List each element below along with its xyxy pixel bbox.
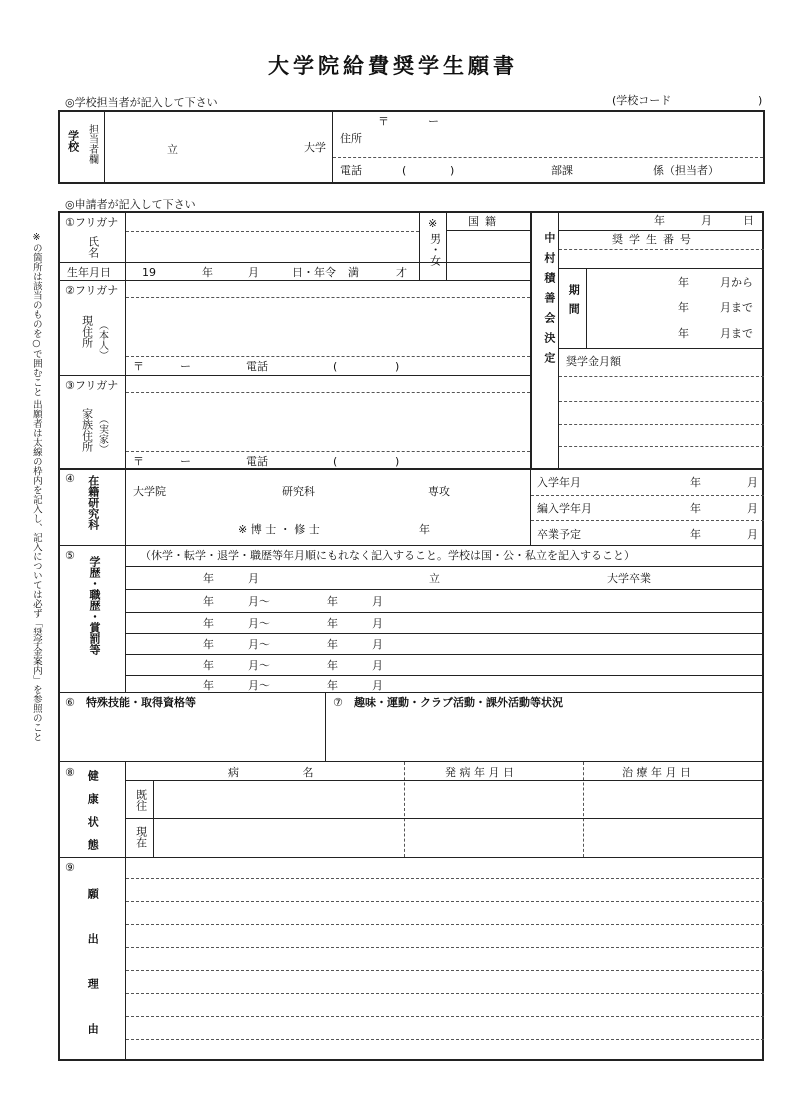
decision-month: 月 — [701, 214, 712, 227]
grad-month: 月 — [747, 528, 758, 541]
history-row4-year: 年 — [203, 638, 214, 651]
history-row1-month: 月 — [248, 572, 259, 585]
birth-label: 生年月日 — [67, 266, 111, 279]
enter-year: 年 — [690, 476, 701, 489]
history-row4-year2: 年 — [327, 638, 338, 651]
addr1-open: ( — [333, 360, 338, 373]
school-dash: ー — [428, 115, 439, 128]
school-daigaku: 大学 — [304, 141, 326, 154]
health-label: 健康状態 — [86, 770, 100, 862]
school-label: 在籍研究科 — [86, 475, 100, 530]
gender-label: 男・女 — [428, 233, 442, 266]
enter-month: 月 — [747, 476, 758, 489]
addr2-dash: ー — [180, 455, 191, 468]
reason-label: 願出理由 — [86, 888, 100, 1068]
label-gakkou: 学校 — [66, 130, 80, 152]
school-postal: 〒 — [378, 115, 389, 128]
nationality-label: 国籍 — [468, 215, 502, 228]
history-row5-year: 年 — [203, 659, 214, 672]
addr1-dash: ー — [180, 360, 191, 373]
hobby-num: ⑦ — [333, 696, 343, 709]
grad-label: 卒業予定 — [537, 528, 581, 541]
current-address-label: 現住所 — [80, 315, 94, 348]
history-row1-ritsu: 立 — [429, 572, 440, 585]
hobby-label: 趣味・運動・クラブ活動・課外活動等状況 — [354, 696, 563, 709]
addr2-tel: 電話 — [246, 455, 268, 468]
history-row3-year2: 年 — [327, 617, 338, 630]
history-row3-year: 年 — [203, 617, 214, 630]
history-row3-from: 月〜 — [248, 617, 270, 630]
furigana3-label: ③フリガナ — [65, 379, 119, 392]
birth-month: 月 — [248, 266, 259, 279]
health-num: ⑧ — [65, 766, 75, 779]
period-from-year: 年 — [678, 276, 689, 289]
history-row6-from: 月〜 — [248, 679, 270, 692]
history-row1-grad: 大学卒業 — [607, 572, 651, 585]
period-until1: 月まで — [720, 301, 753, 314]
school-tel-open: ( — [402, 164, 407, 177]
health-past-label: 既往 — [134, 789, 148, 811]
monthly-label: 奨学金月額 — [566, 355, 621, 368]
addr1-postal: 〒 — [133, 360, 144, 373]
history-label: 学歴・職歴・賞罰等 — [88, 556, 102, 655]
applicant-note: ◎申請者が記入して下さい — [65, 198, 196, 211]
addr2-close: ) — [395, 455, 400, 468]
school-num: ④ — [65, 472, 75, 485]
period-from: 月から — [720, 276, 753, 289]
history-row5-year2: 年 — [327, 659, 338, 672]
history-row2-from: 月〜 — [248, 595, 270, 608]
history-row5-month2: 月 — [372, 659, 383, 672]
birth-day-age: 日・年令 — [292, 266, 336, 279]
history-row1-year: 年 — [203, 572, 214, 585]
furigana1-label: ①フリガナ — [65, 216, 119, 229]
addr1-close: ) — [395, 360, 400, 373]
school-person: 係（担当者） — [653, 164, 719, 177]
skills-num: ⑥ — [65, 696, 75, 709]
side-note: ※の箇所は該当のものを○で囲むこと 出願者は太線の枠内を記入し、記入については必ず「奨学金案内」を参照のこと — [30, 232, 42, 742]
kenkyuka-label: 研究科 — [282, 485, 315, 498]
history-row5-from: 月〜 — [248, 659, 270, 672]
gender-mark: ※ — [428, 217, 438, 230]
period-until2-year: 年 — [678, 327, 689, 340]
decision-year: 年 — [654, 214, 665, 227]
honnin-label: （本人） — [96, 320, 108, 360]
degree-label: ※ 博 士 ・ 修 士 — [238, 523, 320, 536]
family-address-label: 家族住所 — [80, 408, 94, 452]
history-row2-month2: 月 — [372, 595, 383, 608]
furigana2-label: ②フリガナ — [65, 284, 119, 297]
health-cured-header: 治 療 年 月 日 — [622, 766, 691, 779]
degree-year: 年 — [419, 523, 430, 536]
school-code-close: ) — [758, 94, 763, 107]
enter-label: 入学年月 — [537, 476, 581, 489]
period-label: 期間 — [567, 284, 581, 322]
reason-num: ⑨ — [65, 861, 75, 874]
page-title: 大学院給費奨学生願書 — [268, 54, 518, 78]
health-disease-header: 病 名 — [228, 766, 344, 779]
health-current-label: 現在 — [134, 826, 148, 848]
school-note: ◎学校担当者が記入して下さい — [65, 96, 218, 109]
senko-label: 専攻 — [428, 485, 450, 498]
period-until2: 月まで — [720, 327, 753, 340]
decision-day: 日 — [743, 214, 754, 227]
birth-full: 満 — [348, 266, 359, 279]
history-row2-year2: 年 — [327, 595, 338, 608]
transfer-month: 月 — [747, 502, 758, 515]
history-row6-year: 年 — [203, 679, 214, 692]
school-code-label: (学校コード — [612, 94, 672, 107]
transfer-label: 編入学年月 — [537, 502, 592, 515]
transfer-year: 年 — [690, 502, 701, 515]
label-tantousharan: 担当者欄 — [86, 124, 98, 164]
school-tel-label: 電話 — [340, 164, 362, 177]
student-no-label: 奨学生番号 — [612, 233, 697, 246]
period-until1-year: 年 — [678, 301, 689, 314]
history-row3-month2: 月 — [372, 617, 383, 630]
daigakuin-label: 大学院 — [133, 485, 166, 498]
history-row4-from: 月〜 — [248, 638, 270, 651]
history-row6-year2: 年 — [327, 679, 338, 692]
addr2-open: ( — [333, 455, 338, 468]
skills-label: 特殊技能・取得資格等 — [86, 696, 196, 709]
school-tel-close: ) — [450, 164, 455, 177]
school-ritsu: 立 — [167, 143, 178, 156]
health-onset-header: 発 病 年 月 日 — [445, 766, 514, 779]
name-label: 氏名 — [86, 236, 100, 258]
grad-year: 年 — [690, 528, 701, 541]
history-num: ⑤ — [65, 549, 75, 562]
addr1-tel: 電話 — [246, 360, 268, 373]
addr2-postal: 〒 — [133, 455, 144, 468]
school-address-label: 住所 — [340, 132, 362, 145]
nakamura-label: 中村積善会決定 — [542, 232, 556, 372]
history-row4-month2: 月 — [372, 638, 383, 651]
birth-age: 才 — [396, 266, 407, 279]
birth-19: 19 — [142, 266, 156, 279]
history-row6-month2: 月 — [372, 679, 383, 692]
applicant-form — [58, 211, 764, 1061]
birth-year: 年 — [202, 266, 213, 279]
school-dept: 部課 — [551, 164, 573, 177]
jikka-label: （実家） — [96, 414, 108, 454]
history-instruction: （休学・転学・退学・職歴等年月順にもれなく記入すること。学校は国・公・私立を記入すること） — [140, 549, 635, 562]
history-row2-year: 年 — [203, 595, 214, 608]
